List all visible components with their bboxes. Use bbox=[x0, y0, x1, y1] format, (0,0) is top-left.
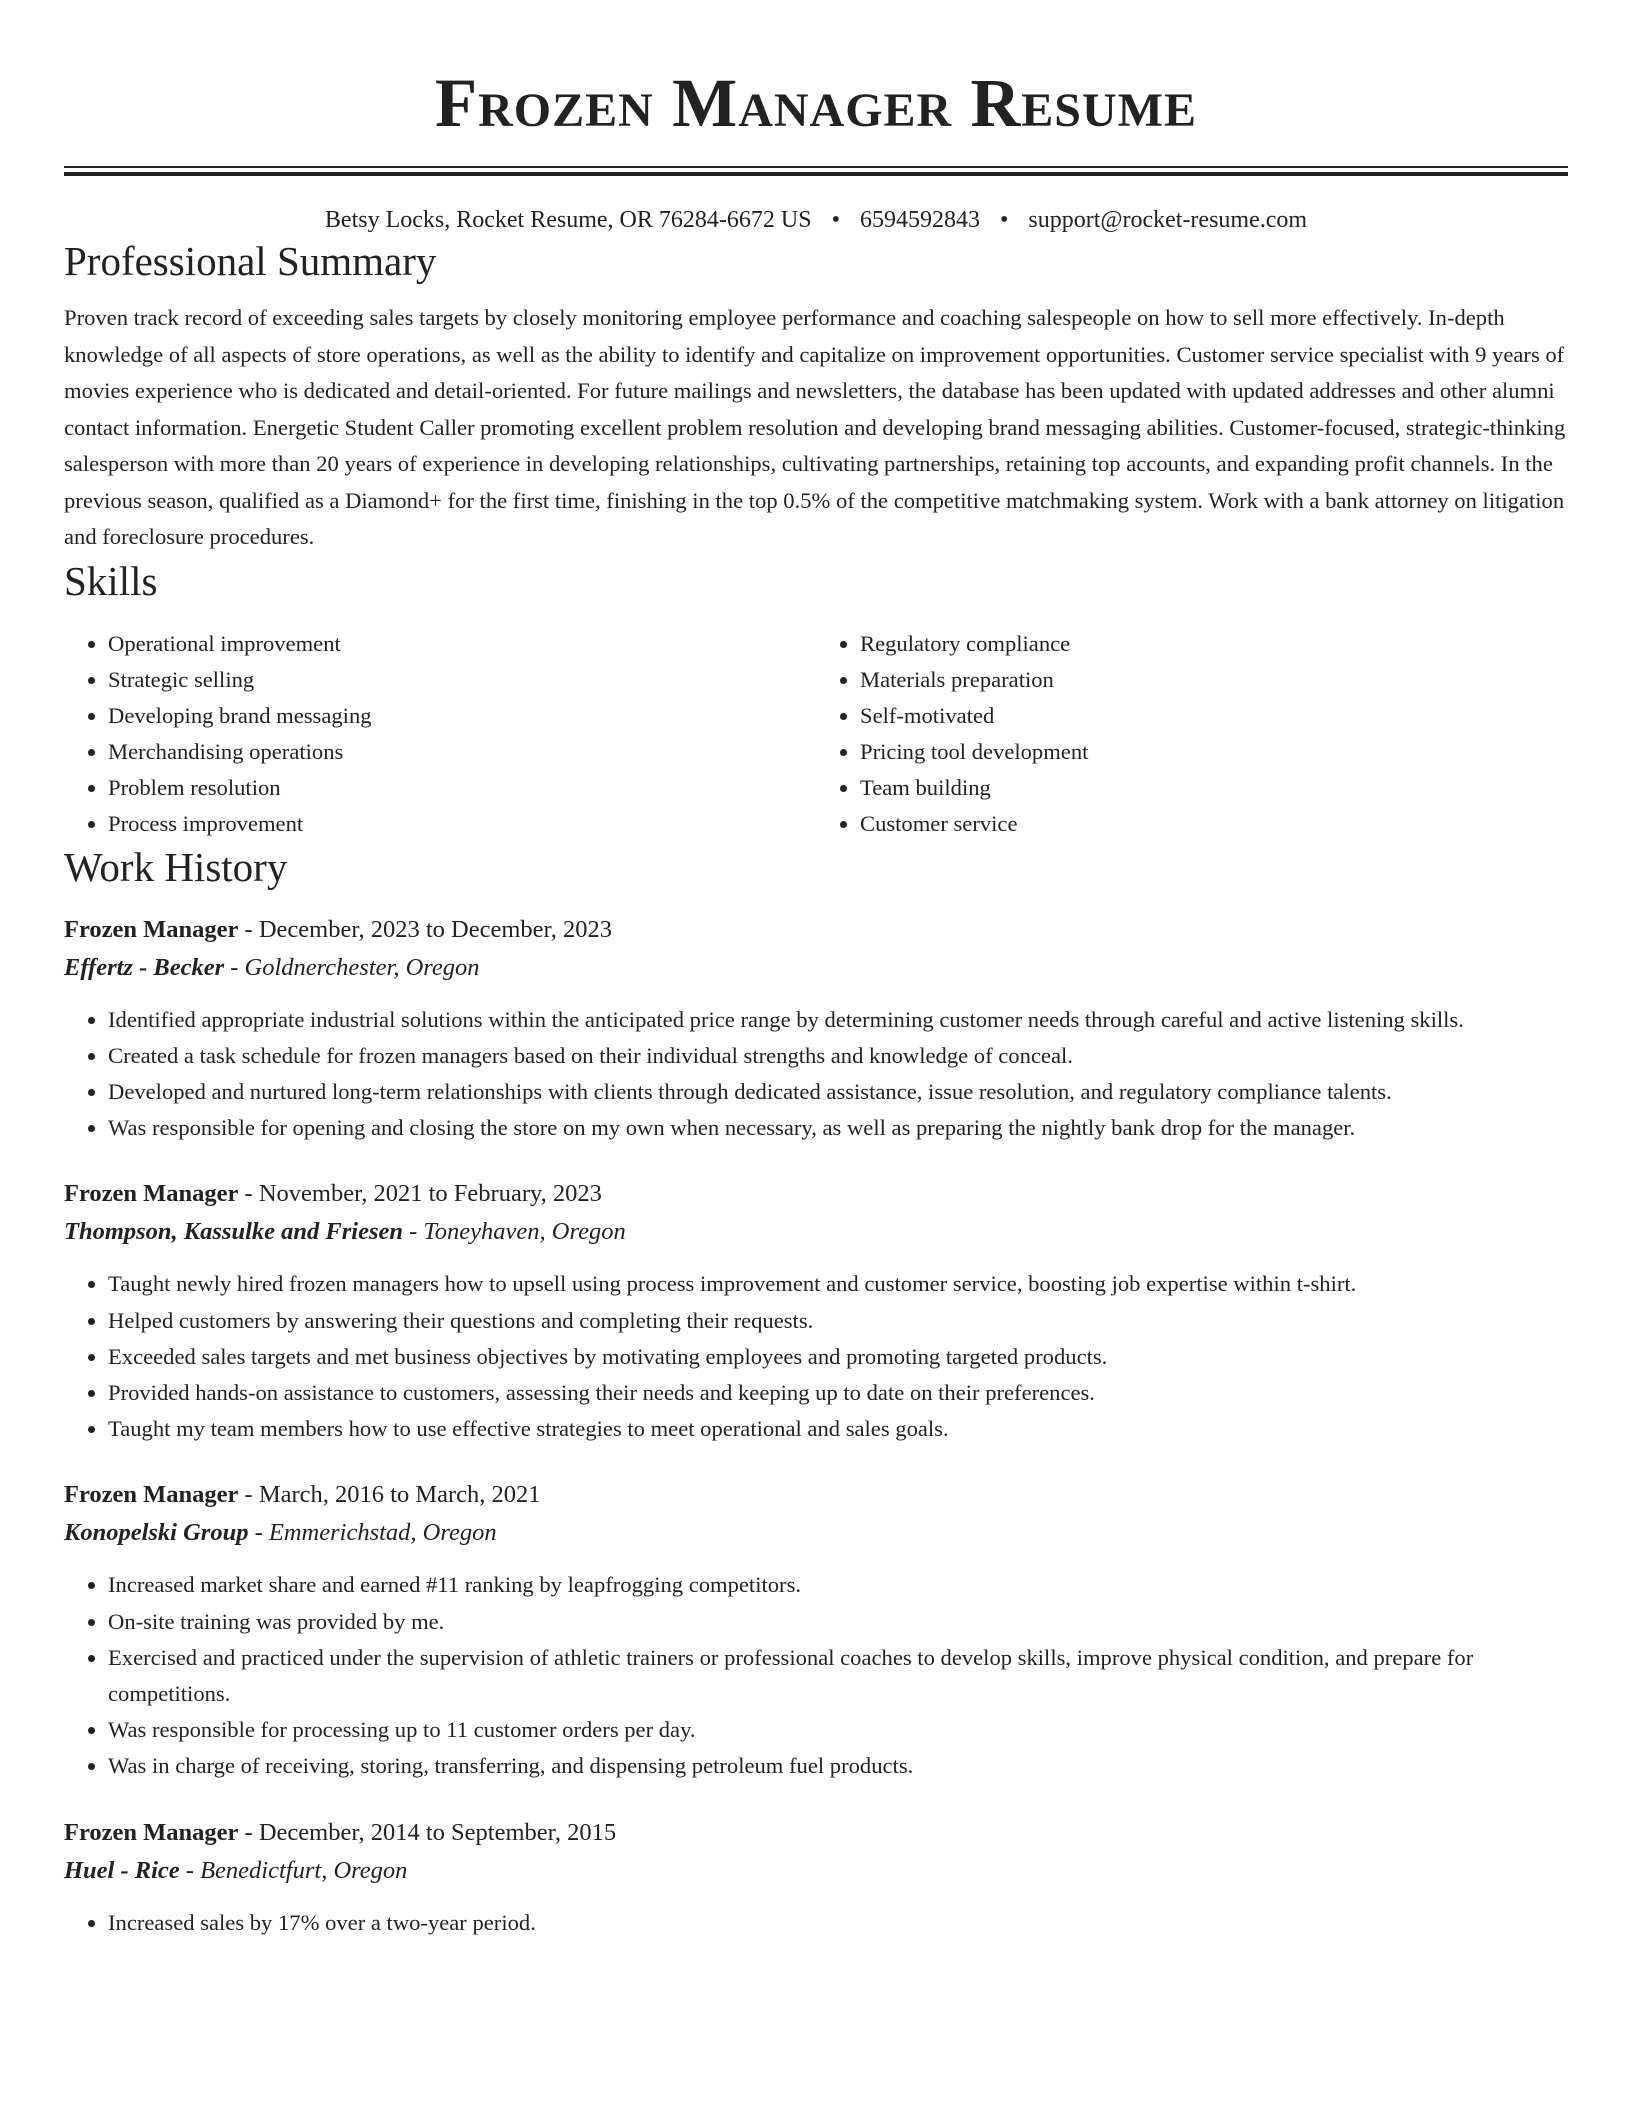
job-entry bbox=[64, 1176, 1568, 1447]
skill-item: • Team building bbox=[860, 770, 1568, 806]
skill-item: • Customer service bbox=[860, 806, 1568, 842]
job-title-line bbox=[64, 1477, 1568, 1513]
job-entry bbox=[64, 1477, 1568, 1784]
job-bullets bbox=[64, 1002, 1568, 1147]
job-bullet: • Exercised and practiced under the supervision of athletic trainers or professional coaches to develop skills, improve physical condition, and prepare for competitions. bbox=[108, 1640, 1568, 1712]
job-location: Emmerichstad, Oregon bbox=[268, 1519, 497, 1547]
job-role: Frozen Manager bbox=[64, 915, 239, 943]
contact-phone: 6594592843 bbox=[859, 207, 980, 233]
job-bullet: • Provided hands-on assistance to customers, assessing their needs and keeping up to date on their preferences. bbox=[108, 1375, 1568, 1411]
work-history-heading: Work History bbox=[64, 843, 288, 890]
job-bullet: • Created a task schedule for frozen managers based on their individual strengths and knowledge of conceal. bbox=[108, 1038, 1568, 1074]
job-dash: - bbox=[185, 1856, 194, 1884]
job-company: Thompson, Kassulke and Friesen bbox=[64, 1218, 403, 1246]
job-bullet: • Was responsible for processing up to 11 customer orders per day. bbox=[108, 1712, 1568, 1748]
job-company-line bbox=[64, 948, 1568, 988]
skill-item: • Operational improvement bbox=[108, 626, 816, 662]
job-dates: November, 2021 to February, 2023 bbox=[258, 1180, 602, 1208]
job-dash: - bbox=[230, 953, 239, 981]
contact-separator: • bbox=[831, 207, 840, 233]
job-company: Huel - Rice bbox=[64, 1856, 180, 1884]
job-dash: - bbox=[244, 1818, 253, 1846]
job-dash: - bbox=[244, 1481, 253, 1509]
skill-item: • Regulatory compliance bbox=[860, 626, 1568, 662]
job-dash: - bbox=[244, 915, 253, 943]
summary-text: Proven track record of exceeding sales targets by closely monitoring employee performance and coaching salespeople on how to sell more effectively. In-depth knowledge of all aspects of store operations, as well as the ability to identify and capitalize on improvement opportunities. Customer service specialist with 9 years of movies experience who is dedicated and detail-oriented. For future mailings and newsletters, the database has been updated with updated addresses and other alumni contact information. Energetic Student Caller promoting excellent problem resolution and developing brand messaging abilities. Customer-focused, strategic-thinking salesperson with more than 20 years of experience in developing relationships, cultivating partnerships, retaining top accounts, and expanding profit channels. In the previous season, qualified as a Diamond+ for the first time, finishing in the top 0.5% of the competitive matchmaking system. Work with a bank attorney on litigation and foreclosure procedures. bbox=[64, 305, 1566, 549]
contact-line bbox=[64, 204, 1568, 236]
job-company-line bbox=[64, 1212, 1568, 1252]
job-bullets bbox=[64, 1567, 1568, 1784]
job-company: Effertz - Becker bbox=[64, 953, 225, 981]
job-bullet: • On-site training was provided by me. bbox=[108, 1604, 1568, 1640]
skill-item: • Developing brand messaging bbox=[108, 698, 816, 734]
job-location: Toneyhaven, Oregon bbox=[423, 1218, 626, 1246]
job-company: Konopelski Group bbox=[64, 1519, 249, 1547]
job-entry bbox=[64, 912, 1568, 1147]
title-divider bbox=[64, 166, 1568, 176]
summary-heading: Professional Summary bbox=[64, 238, 437, 284]
skills-column-right bbox=[816, 626, 1568, 842]
job-dash: - bbox=[244, 1180, 253, 1208]
job-entry bbox=[64, 1815, 1568, 1941]
contact-address: Betsy Locks, Rocket Resume, OR 76284-6672 US bbox=[324, 207, 812, 233]
job-bullet: • Taught my team members how to use effective strategies to meet operational and sales goals. bbox=[108, 1411, 1568, 1447]
skills-column-left bbox=[64, 626, 816, 842]
job-bullet: • Helped customers by answering their questions and completing their requests. bbox=[108, 1303, 1568, 1339]
job-bullet: • Increased sales by 17% over a two-year period. bbox=[108, 1905, 1568, 1941]
job-role: Frozen Manager bbox=[64, 1481, 239, 1509]
contact-email: support@rocket-resume.com bbox=[1028, 207, 1308, 233]
skill-item: • Strategic selling bbox=[108, 662, 816, 698]
skill-item: • Merchandising operations bbox=[108, 734, 816, 770]
job-dash: - bbox=[254, 1519, 263, 1547]
job-dates: March, 2016 to March, 2021 bbox=[258, 1481, 541, 1509]
job-title-line bbox=[64, 1176, 1568, 1212]
job-role: Frozen Manager bbox=[64, 1818, 239, 1846]
job-bullet: • Identified appropriate industrial solutions within the anticipated price range by determining customer needs through careful and active listening skills. bbox=[108, 1002, 1568, 1038]
job-bullets bbox=[64, 1266, 1568, 1447]
job-bullet: • Was in charge of receiving, storing, transferring, and dispensing petroleum fuel products. bbox=[108, 1748, 1568, 1784]
job-location: Benedictfurt, Oregon bbox=[200, 1856, 408, 1884]
job-company-line bbox=[64, 1513, 1568, 1553]
skills-list bbox=[64, 626, 1568, 842]
job-title-line bbox=[64, 1815, 1568, 1851]
job-bullet: • Developed and nurtured long-term relationships with clients through dedicated assistance, issue resolution, and regulatory compliance talents. bbox=[108, 1074, 1568, 1110]
job-dash: - bbox=[409, 1218, 418, 1246]
contact-separator: • bbox=[999, 207, 1009, 233]
skill-item: • Process improvement bbox=[108, 806, 816, 842]
job-dates: December, 2014 to September, 2015 bbox=[258, 1818, 617, 1846]
job-bullet: • Increased market share and earned #11 ranking by leapfrogging competitors. bbox=[108, 1567, 1568, 1603]
job-location: Goldnerchester, Oregon bbox=[244, 953, 480, 981]
job-role: Frozen Manager bbox=[64, 1180, 239, 1208]
job-title-line bbox=[64, 912, 1568, 948]
skills-heading: Skills bbox=[64, 557, 158, 604]
skill-item: • Self-motivated bbox=[860, 698, 1568, 734]
skill-item: • Pricing tool development bbox=[860, 734, 1568, 770]
resume-title: Frozen Manager Resume bbox=[434, 65, 1197, 141]
job-bullet: • Was responsible for opening and closing the store on my own when necessary, as well as preparing the nightly bank drop for the manager. bbox=[108, 1110, 1568, 1146]
skill-item: • Problem resolution bbox=[108, 770, 816, 806]
job-bullets bbox=[64, 1905, 1568, 1941]
job-bullet: • Exceeded sales targets and met business objectives by motivating employees and promoting targeted products. bbox=[108, 1339, 1568, 1375]
job-company-line bbox=[64, 1851, 1568, 1891]
job-bullet: • Taught newly hired frozen managers how to upsell using process improvement and customer service, boosting job expertise within t-shirt. bbox=[108, 1266, 1568, 1302]
skill-item: • Materials preparation bbox=[860, 662, 1568, 698]
job-dates: December, 2023 to December, 2023 bbox=[258, 915, 612, 943]
